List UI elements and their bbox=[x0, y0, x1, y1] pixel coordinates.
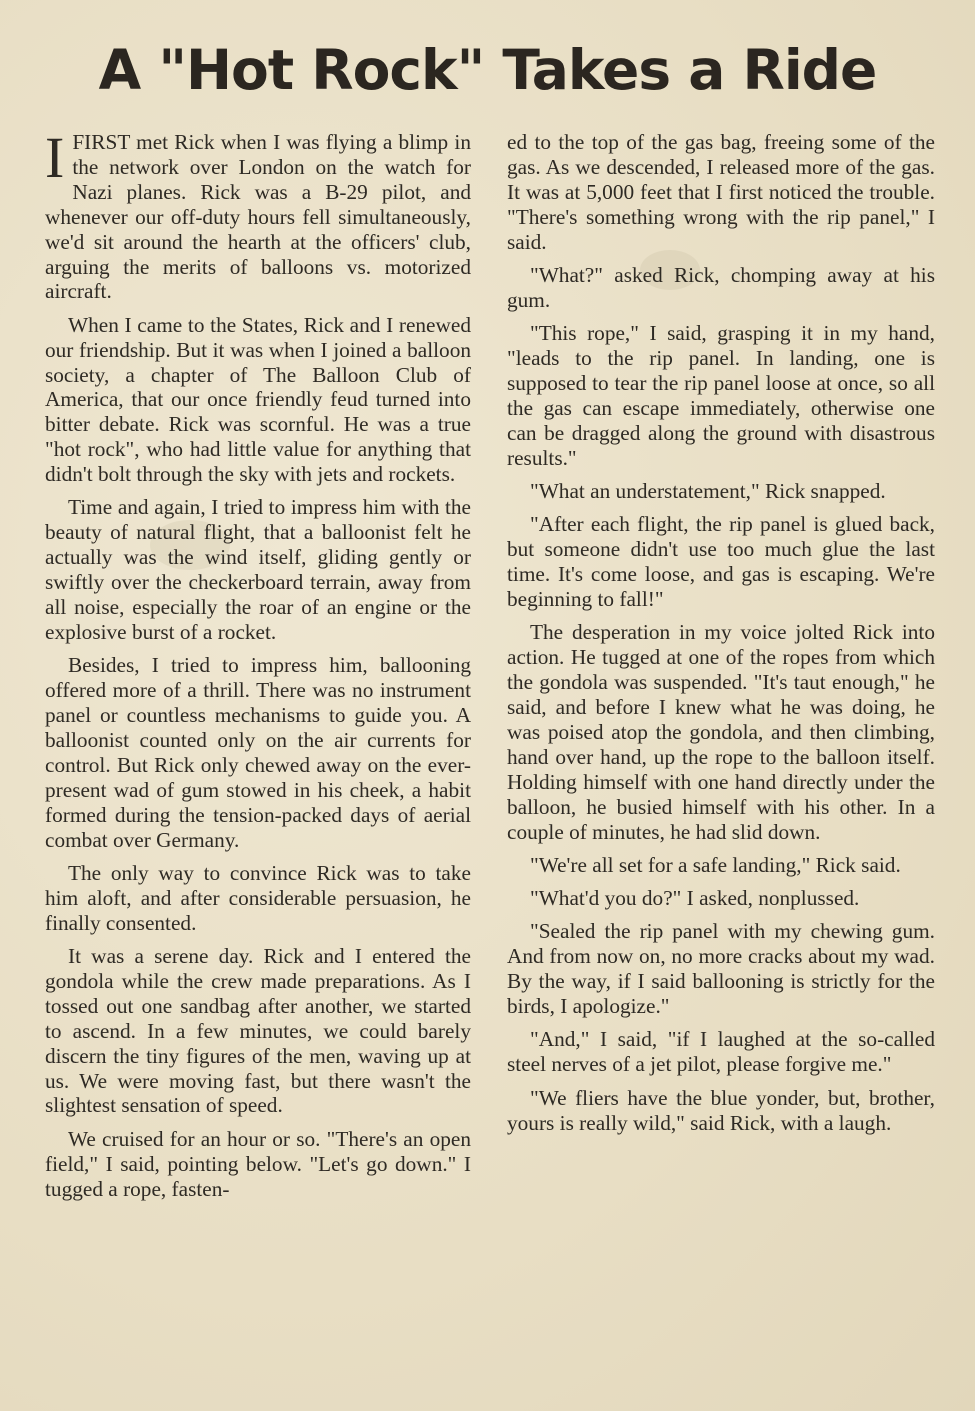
drop-cap: I bbox=[45, 125, 65, 190]
story-title: A "Hot Rock" Takes a Ride bbox=[98, 38, 877, 102]
paragraph: "What an understatement," Rick snapped. bbox=[530, 478, 886, 503]
left-column bbox=[45, 125, 471, 1210]
paragraph: When I came to the States, Rick and I renewed our friendship. But it was when I joined a balloon society, a chapter of The Balloon Club of America, that our once friendly feud turned into bitter debate. Rick was scornful. He was a true "hot rock", who had little value for anything that didn't bolt through the sky with jets and rockets. bbox=[45, 312, 471, 487]
paragraph: We cruised for an hour or so. "There's an open field," I said, pointing below. "Let's go down." I tugged a rope, fasten- bbox=[45, 1126, 471, 1201]
paragraph: "After each flight, the rip panel is glued back, but someone didn't use too much glue the last time. It's come loose, and gas is escaping. We're beginning to fall!" bbox=[507, 512, 935, 611]
paragraph-continuation: ed to the top of the gas bag, freeing some of the gas. As we descended, I released more of the gas. It was at 5,000 feet that I first noticed the trouble. "There's something wrong with the rip panel," I said. bbox=[507, 130, 935, 254]
paragraph: "What'd you do?" I asked, nonplussed. bbox=[530, 886, 860, 911]
paragraph: Besides, I tried to impress him, ballooning offered more of a thrill. There was no instrument panel or countless mechanisms to guide you. A balloonist counted only on the air currents for control. But Rick only chewed away on the ever-present wad of gum stowed in his cheek, a habit formed during the tension-packed days of aerial combat over Germany. bbox=[45, 653, 471, 852]
paragraph: "We fliers have the blue yonder, but, brother, yours is really wild," said Rick, with a laugh. bbox=[507, 1085, 935, 1135]
paragraph: Time and again, I tried to impress him with the beauty of natural flight, that a balloonist felt he actually was the wind itself, gliding gently or swiftly over the checkerboard terrain, away from all noise, especially the roar of an engine or the explosive burst of a rocket. bbox=[45, 495, 471, 644]
paragraph: "This rope," I said, grasping it in my hand, "leads to the rip panel. In landing, one is supposed to tear the rip panel loose at once, so all the gas can escape immediately, otherwise one can be dragged along the ground with disastrous results." bbox=[507, 321, 935, 470]
paragraph: It was a serene day. Rick and I entered the gondola while the crew made preparations. As I tossed out one sandbag after another, we started to ascend. In a few minutes, we could barely discern the tiny figures of the men, waving up at us. We were moving fast, but there wasn't the slightest sensation of speed. bbox=[45, 944, 471, 1118]
paragraph-text: FIRST met Rick when I was flying a blimp in the network over London on the watch for Nazi planes. Rick was a B-29 pilot, and whenever our off-duty hours fell simultaneously, we'd sit around the hearth at the officers' club, arguing the merits of balloons vs. motorized aircraft. bbox=[45, 130, 471, 304]
paragraph: The only way to convince Rick was to take him aloft, and after considerable persuasion, he finally consented. bbox=[45, 860, 471, 935]
paragraph: The desperation in my voice jolted Rick into action. He tugged at one of the ropes from which the gondola was suspended. "It's taut enough," he said, and before I knew what he was doing, he was poised atop the gondola, and then climbing, hand over hand, up the rope to the balloon itself. Holding himself with one hand directly under the balloon, he busied himself with his other. In a couple of minutes, he had slid down. bbox=[507, 620, 935, 844]
paragraph bbox=[45, 125, 471, 304]
paragraph: "And," I said, "if I laughed at the so-called steel nerves of a jet pilot, please forgive me." bbox=[507, 1027, 935, 1077]
right-column bbox=[507, 130, 935, 1144]
paragraph: "What?" asked Rick, chomping away at his gum. bbox=[507, 262, 935, 312]
paragraph: "Sealed the rip panel with my chewing gum. And from now on, no more cracks about my wad. By the way, if I said ballooning is strictly for the birds, I apologize." bbox=[507, 919, 935, 1019]
paragraph: "We're all set for a safe landing," Rick said. bbox=[530, 852, 901, 877]
